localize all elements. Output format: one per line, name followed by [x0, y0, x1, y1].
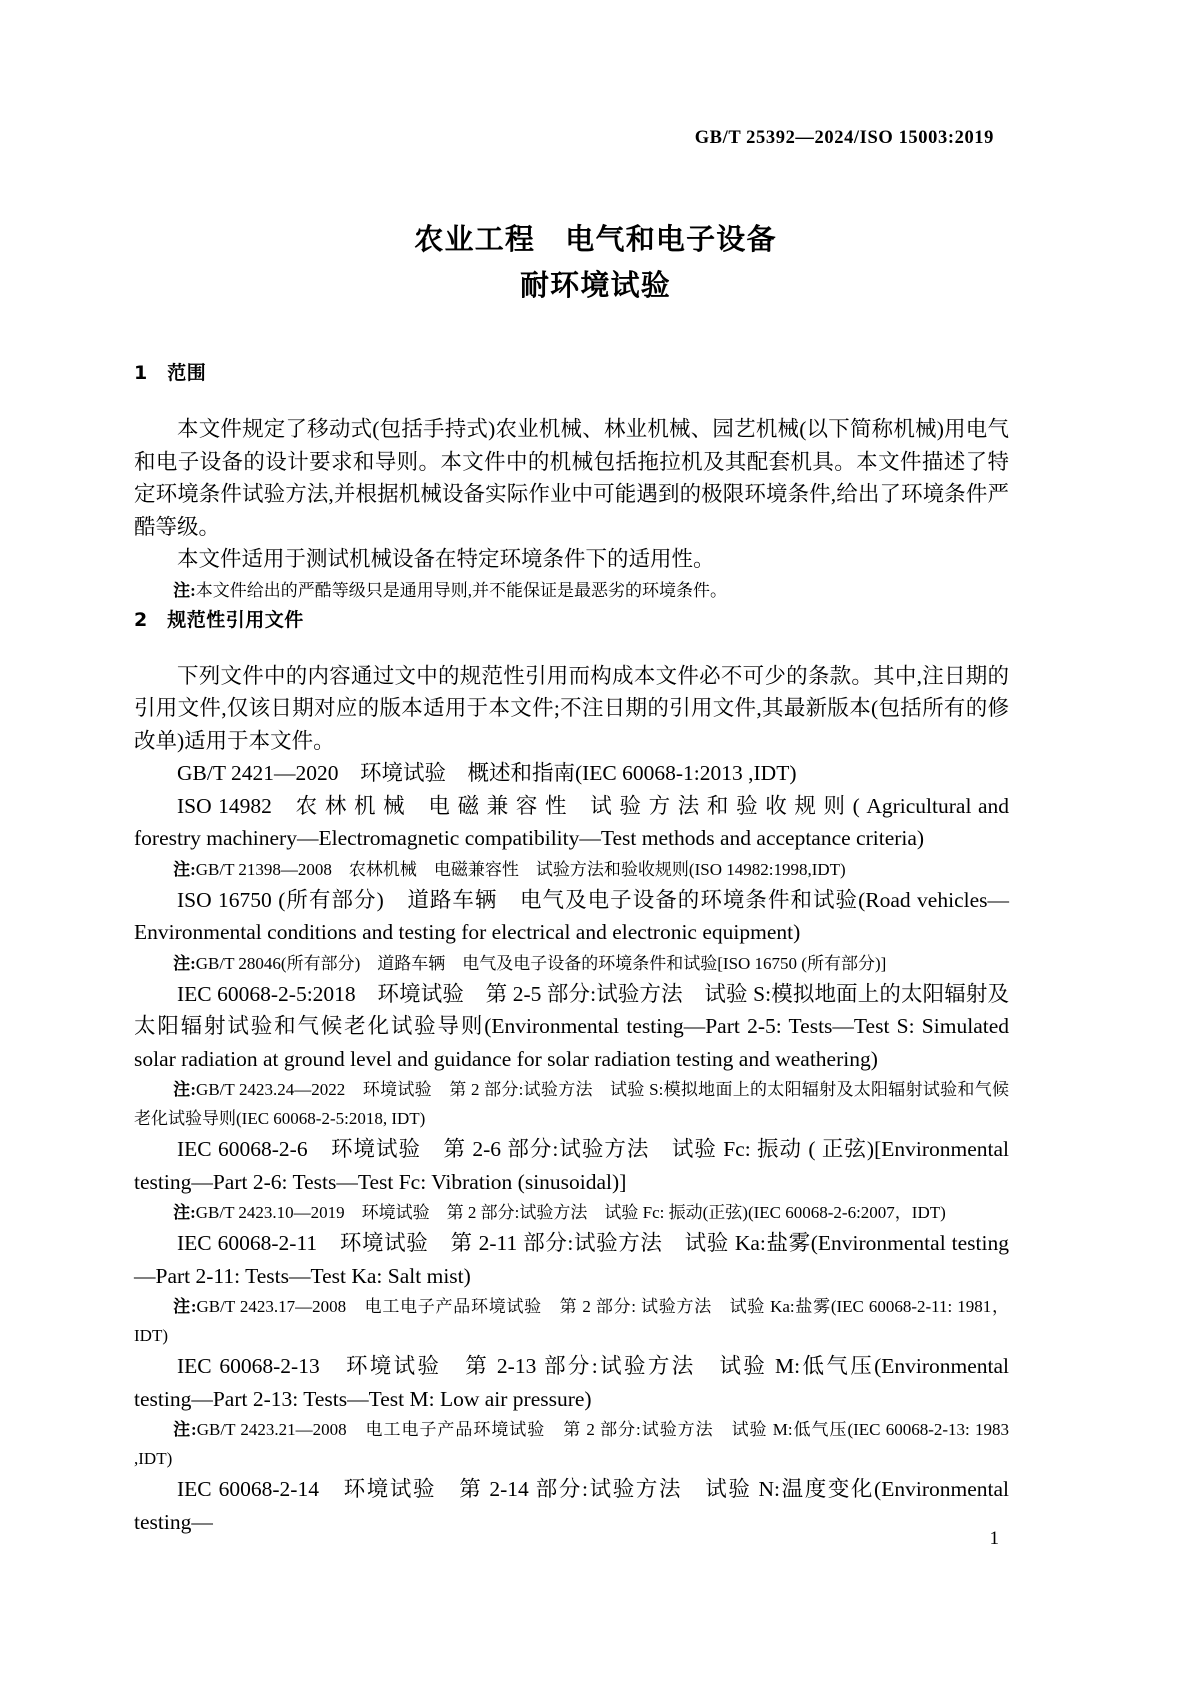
note-text: GB/T 21398—2008 农林机械 电磁兼容性 试验方法和验收规则(ISO 14982:1998,IDT): [195, 859, 846, 879]
page-number: 1: [989, 1528, 999, 1549]
note-label: 注:: [173, 859, 196, 879]
section-heading-normative-references: 2 规范性引用文件: [134, 608, 304, 631]
note-label: 注:: [173, 1203, 196, 1222]
normative-reference-entry: ISO 16750 (所有部分) 道路车辆 电气及电子设备的环境条件和试验(Road vehicles—Environmental conditions and testing for electrical and electronic equipment): [134, 887, 1009, 944]
normative-reference-note: [134, 1198, 1009, 1227]
note-text: GB/T 2423.21—2008 电工电子产品环境试验 第 2 部分:试验方法 试验 M:低气压(IEC 60068-2-13: 1983 ,IDT): [134, 1420, 1009, 1468]
note-text: GB/T 2423.17—2008 电工电子产品环境试验 第 2 部分: 试验方法 试验 Ka:盐雾(IEC 60068-2-11: 1981，IDT): [134, 1297, 1009, 1345]
scope-note-text: 本文件给出的严酷等级只是通用导则,并不能保证是最恶劣的环境条件。: [195, 580, 728, 600]
normative-reference-entry: IEC 60068-2-13 环境试验 第 2-13 部分:试验方法 试验 M:低气压(Environmental testing—Part 2-13: Tests—Test M: Low air pressure): [134, 1354, 1009, 1411]
normative-reference-note: [134, 1415, 1009, 1473]
scope-paragraph-2: 本文件适用于测试机械设备在特定环境条件下的适用性。: [177, 547, 715, 571]
normative-reference-list: [134, 757, 1009, 1538]
normative-reference-note: [134, 1292, 1009, 1350]
note-label: 注:: [173, 1297, 197, 1316]
normative-reference-entry: IEC 60068-2-11 环境试验 第 2-11 部分:试验方法 试验 Ka:盐雾(Environmental testing—Part 2-11: Tests—Test Ka: Salt mist): [134, 1231, 1009, 1288]
note-text: GB/T 2423.24—2022 环境试验 第 2 部分:试验方法 试验 S:模拟地面上的太阳辐射及太阳辐射试验和气候老化试验导则(IEC 60068-2-5:2018, IDT): [134, 1080, 1009, 1128]
normative-reference-entry: IEC 60068-2-14 环境试验 第 2-14 部分:试验方法 试验 N:温度变化(Environmental testing—: [134, 1477, 1009, 1534]
scope-note: [134, 576, 1009, 605]
note-label: 注:: [173, 1080, 197, 1099]
normative-reference-entry: IEC 60068-2-6 环境试验 第 2-6 部分:试验方法 试验 Fc: 振动 ( 正弦)[Environmental testing—Part 2-6: Tests—Test Fc: Vibration (sinusoidal)]: [134, 1137, 1009, 1194]
normative-reference-note: [134, 855, 1009, 884]
section-heading-scope: 1 范围: [134, 362, 207, 384]
running-header-standard-code: GB/T 25392—2024/ISO 15003:2019: [694, 128, 994, 148]
normative-reference-entry: ISO 14982 农 林 机 械 电 磁 兼 容 性 试 验 方 法 和 验 收 规 则 ( Agricultural and forestry machinery—Electromagnetic compatibility—Test methods and acceptance criteria): [134, 793, 1009, 850]
scope-note-label: 注:: [173, 580, 196, 600]
document-title-line-1: 农业工程 电气和电子设备: [414, 222, 777, 256]
normative-reference-note: [134, 949, 1009, 978]
document-title-line-2: 耐环境试验: [519, 268, 671, 302]
note-text: GB/T 2423.10—2019 环境试验 第 2 部分:试验方法 试验 Fc: 振动(正弦)(IEC 60068-2-6:2007，IDT): [195, 1203, 946, 1222]
document-title: [0, 216, 1191, 308]
note-label: 注:: [173, 1420, 197, 1439]
scope-paragraph-1: 本文件规定了移动式(包括手持式)农业机械、林业机械、园艺机械(以下简称机械)用电气和电子设备的设计要求和导则。本文件中的机械包括拖拉机及其配套机具。本文件描述了特定环境条件试验方法,并根据机械设备实际作业中可能遇到的极限环境条件,给出了环境条件严酷等级。: [134, 417, 1009, 539]
normative-references-intro: 下列文件中的内容通过文中的规范性引用而构成本文件必不可少的条款。其中,注日期的引用文件,仅该日期对应的版本适用于本文件;不注日期的引用文件,其最新版本(包括所有的修改单)适用于本文件。: [134, 663, 1009, 753]
document-body: [134, 358, 1009, 1538]
note-label: 注:: [173, 953, 196, 973]
normative-reference-note: [134, 1075, 1009, 1133]
note-text: GB/T 28046(所有部分) 道路车辆 电气及电子设备的环境条件和试验[ISO 16750 (所有部分)]: [195, 953, 887, 973]
normative-reference-entry: IEC 60068-2-5:2018 环境试验 第 2-5 部分:试验方法 试验 S:模拟地面上的太阳辐射及太阳辐射试验和气候老化试验导则(Environmental testing—Part 2-5: Tests—Test S: Simulated solar radiation at ground level and guidance for solar radiation testing and weathering): [134, 981, 1009, 1071]
normative-reference-entry: GB/T 2421—2020 环境试验 概述和指南(IEC 60068-1:2013 ,IDT): [177, 761, 797, 785]
